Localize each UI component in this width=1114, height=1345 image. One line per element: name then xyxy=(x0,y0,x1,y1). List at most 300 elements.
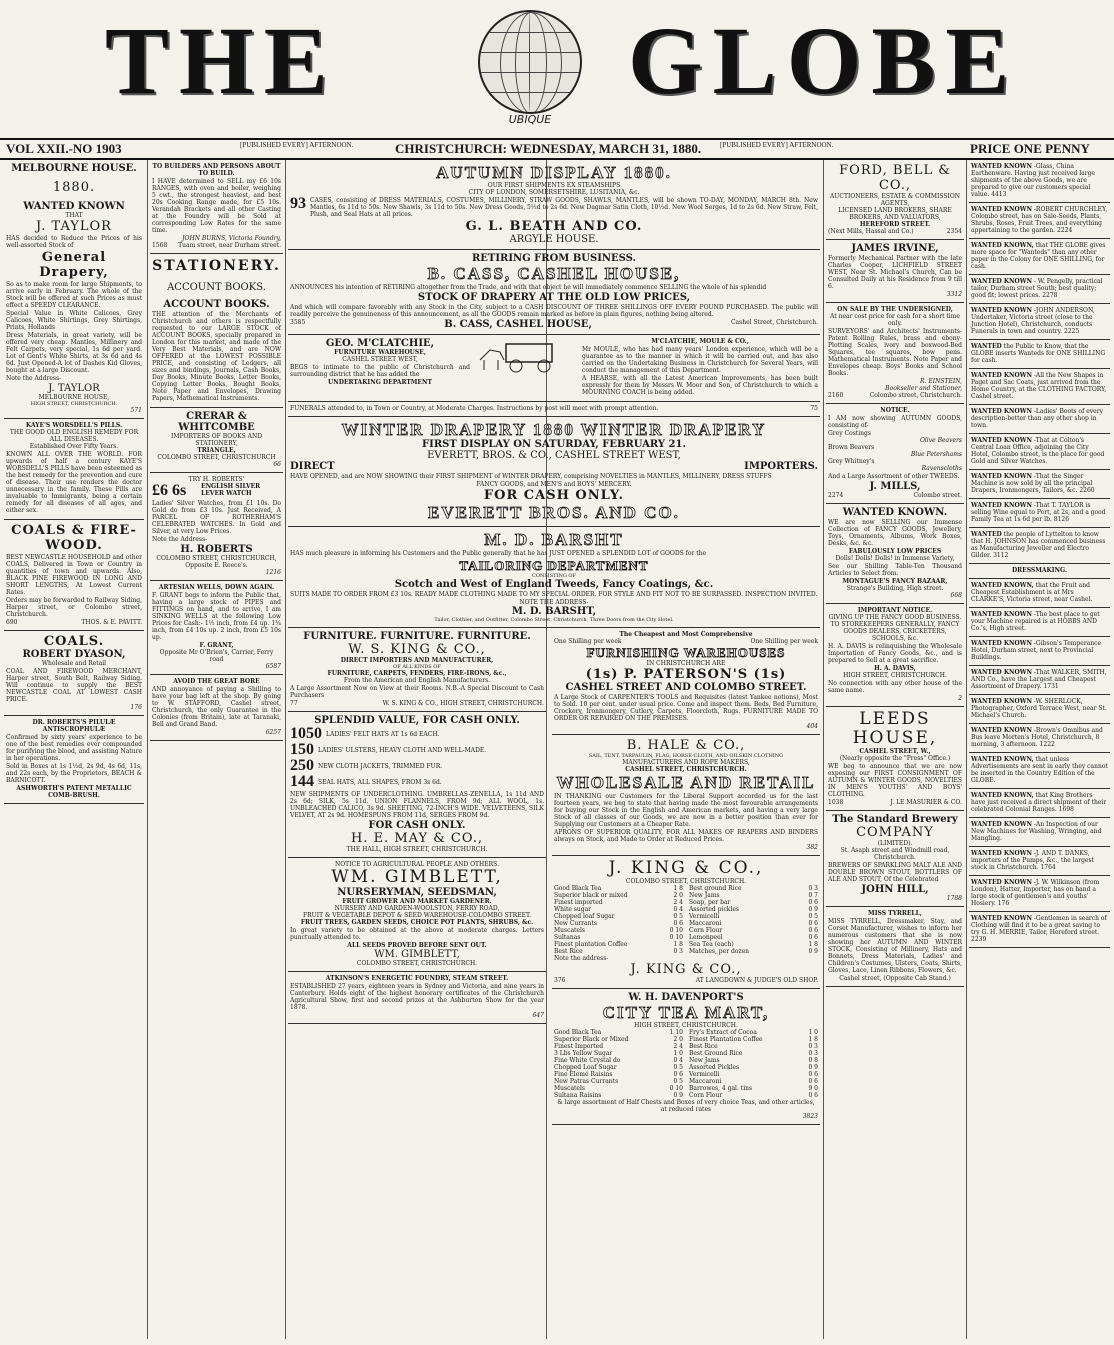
wanted-body: -That the Singer Machine is now sold by all the principal Drapers, Ironmongers, Tailors, &c. xyxy=(971,473,1093,494)
price-row xyxy=(689,899,818,906)
ad-title: ENGLISH SILVER LEVER WATCH xyxy=(201,483,261,497)
may-item-text: LADIES' ULSTERS, HEAVY CLOTH AND WELL-MADE. xyxy=(318,746,487,754)
price-row xyxy=(554,1043,683,1050)
ad-title: MISS TYRRELL, xyxy=(868,910,922,917)
ad-body: KNOWN ALL OVER THE WORLD. FOR upwards of half a century KAYE'S WORSDELL'S PILLS have been esteemed as the best remedy for the prevention and cure of disease. Their use renders the doctor unnecessary in the family. These Pills are invaluable to Immigrants, being a certain remedy for all diseases of all ages, and either sex. xyxy=(6,451,142,514)
ad-title: ON SALE BY THE UNDERSIGNED, xyxy=(837,306,953,313)
ad-footer2: AT LANGDOWN & JUDGE'S OLD SHOP. xyxy=(695,977,818,984)
city-date: CHRISTCHURCH: WEDNESDAY, MARCH 31, 1880. xyxy=(395,141,702,156)
ad-title: AUTUMN DISPLAY 1880. xyxy=(436,163,672,182)
price: 9 0 xyxy=(808,1085,818,1092)
price: 0 4 xyxy=(673,906,683,913)
ad-price: £6 6s xyxy=(152,482,187,499)
price-row xyxy=(554,920,683,927)
ad-proved: ALL SEEDS PROVED BEFORE SENT OUT. xyxy=(347,942,487,949)
price: 1 0 xyxy=(673,1050,683,1057)
ad-house: ARGYLE HOUSE. xyxy=(509,234,599,245)
price: 0 6 xyxy=(808,934,818,941)
price: 1 0 xyxy=(808,1029,818,1036)
ad-address: COLOMBO STREET, CHRISTCHURCH, Opposite E. Reece's. xyxy=(156,555,277,569)
published-note-right: [PUBLISHED EVERY] AFTERNOON. xyxy=(720,141,834,149)
item: Maccaroni xyxy=(689,1078,722,1085)
ad-head: FURNITURE. FURNITURE. FURNITURE. xyxy=(303,631,531,642)
price-row xyxy=(554,1071,683,1078)
wanted-ad xyxy=(969,499,1110,528)
ad-address: CASHEL STREET AND COLOMBO STREET. xyxy=(565,682,807,693)
item: Finest plantation Coffee xyxy=(554,941,628,948)
mills-item: Grey Whitney's xyxy=(828,458,875,465)
ad-body: WE are now SELLING our Immense Collection of FANCY GOODS, Jewellery, Toys, Ornaments, Albums, Work Boxes, Desks, &c. &c. xyxy=(828,519,962,547)
wanted-ad xyxy=(969,304,1110,340)
ad-address: HIGH STREET, CHRISTCHURCH. xyxy=(634,1022,738,1029)
ad-title: M. D. BARSHT xyxy=(484,530,624,549)
wanted-body: that unless Advertisements are sent in early they cannot be inserted in the Country Edition of the GLOBE. xyxy=(971,756,1108,784)
ad-line1: DIRECT IMPORTERS AND MANUFACTURER, xyxy=(340,657,494,664)
wanted-ref: 1764 xyxy=(1040,864,1056,871)
item: Superior Black or Mixed xyxy=(554,1036,629,1043)
ad-sub: SAIL, TENT, TARPAULIN, FLAG, HORSE-CLOTH, AND OILSKIN CLOTHING xyxy=(588,753,784,759)
price-row xyxy=(554,1029,683,1036)
ad-address: Cashel Street, Christchurch. xyxy=(730,319,818,326)
ad-garden: NURSERY AND GARDEN-WOOLSTON, FERRY ROAD, xyxy=(334,905,500,912)
ad-title: ATKINSON'S ENERGETIC FOUNDRY, STEAM STREET. xyxy=(325,975,509,982)
wanted-body: -Gentlemen in search of Clothing will find it to be a great saving to try G. H. MERRIE, Tailor, Hereford street. xyxy=(971,915,1107,936)
ad-street: HIGH STREET, CHRISTCHURCH. xyxy=(30,401,118,407)
ad-title: LEEDS HOUSE, xyxy=(852,709,938,748)
wanted-title: WANTED KNOWN xyxy=(971,669,1032,676)
item: Good Black Tea xyxy=(554,1029,602,1036)
ad-title: J. KING & CO., xyxy=(608,858,764,878)
price-list-left xyxy=(554,1029,683,1099)
wanted-ad xyxy=(969,753,1110,789)
wanted-ad xyxy=(969,876,1110,912)
ad-name: B. CASS, CASHEL HOUSE, xyxy=(427,264,681,283)
price-row xyxy=(554,885,683,892)
ad-more: And a Large Assortment of other TWEEDS. xyxy=(828,473,960,480)
ad-suits: SUITS MADE TO ORDER FROM £3 10s. READY MADE CLOTHING MADE TO MY SPECIAL ORDER. FOR STYLE AND FIT NOT TO BE SURPASSED. INSPECTION INVITED. xyxy=(290,591,818,598)
price-row xyxy=(554,906,683,913)
item: Assorted pickles xyxy=(689,906,739,913)
ad-ref: 571 xyxy=(130,407,142,414)
price-list-left xyxy=(554,885,683,955)
price-row xyxy=(554,1085,683,1092)
ad-body: BREWERS OF SPARKLING MALT ALE AND DOUBLE BROWN STOUT, BOTTLERS OF ALE AND STOUT, Of the Celebrated xyxy=(828,862,962,883)
item: Superior black or mixed xyxy=(554,892,628,899)
wanted-body: -J. W. Wilkinson (from London), Hatter, Importer, has on hand a large stock of gentlemen's and youths' Hosiery. xyxy=(971,879,1100,907)
ad-address: Strange's Building, High street. xyxy=(846,585,944,592)
price: 0 6 xyxy=(673,1071,683,1078)
ad-body: Formerly Mechanical Partner with the late Charles Cooper, LICHFIELD STREET WEST, Near St. Michael's Church, Can be Consulted Daily at his Residence from 9 till 6. xyxy=(828,255,962,290)
wanted-body: -That at Colton's Central Loan Office, adjoining the City Hotel, Colombo street, is the place for good Gold and Silver Watches. xyxy=(971,437,1105,465)
ad-near: (Next Mills, Hassal and Co.) xyxy=(828,228,914,235)
wanted-body: -ROBERT CHURCHLEY, Colombo street, has on Sale-Seeds, Plants, Shrubs, Roses, Fruit Trees, and everything appertaining to the garden. xyxy=(971,206,1108,234)
wanted-title: WANTED KNOWN xyxy=(971,850,1032,857)
ad-note: Note the Address- xyxy=(152,536,208,543)
ad-montague-fancy xyxy=(826,504,964,604)
ad-desc: Wholesale and Retail xyxy=(41,660,107,667)
ad-footnote: FUNERALS attended to, in Town or Country, at Moderate Charges. Instructions by post will meet with prompt attention. xyxy=(290,405,659,412)
ad-notice: NOTICE TO AGRICULTURAL PEOPLE AND OTHERS. xyxy=(334,861,499,868)
wanted-ad xyxy=(969,579,1110,608)
ad-great-bore xyxy=(150,675,283,741)
wanted-title: WANTED KNOWN xyxy=(971,879,1032,886)
price-row xyxy=(689,1029,818,1036)
ad-signature: F. GRANT, xyxy=(199,642,234,649)
ad-lead: ANNOUNCES his intention of RETIRING altogether from the Trade, and with that object he will immediately commence SELLING the whole of his splendid xyxy=(290,284,767,291)
wanted-ref: 8126 xyxy=(1053,516,1070,523)
wanted-ad xyxy=(969,470,1110,499)
wanted-title: WANTED KNOWN, xyxy=(971,242,1034,249)
may-item-text: SEAL HATS, ALL SHAPES, FROM 3s 6d. xyxy=(318,778,442,786)
ad-ref: 382 xyxy=(806,844,818,851)
ad-goods: Scotch and West of England Tweeds, Fancy Coatings, &c. xyxy=(394,579,714,590)
ad-signature: J. MILLS, xyxy=(869,481,921,492)
may-item-3 xyxy=(290,774,544,790)
item: Matches, per dozen xyxy=(689,948,749,955)
ad-body: BEST NEWCASTLE HOUSEHOLD and other COALS, Delivered in Town or Country in quantities of town and upwards. Also, BLACK PINE FIREWOOD IN LONG AND SHORT LENGTHS, At Lowest Current Rates. xyxy=(6,554,142,596)
mills-item: Grey Costings xyxy=(828,430,871,437)
may-item-text: NEW CLOTH JACKETS, TRIMMED FUR. xyxy=(318,762,443,770)
price: 2 4 xyxy=(673,899,683,906)
wanted-ref: 1731 xyxy=(1043,683,1059,690)
ad-ref: 3585 xyxy=(290,319,306,326)
ad-sub2: LICENSED LAND BROKERS, SHARE BROKERS, AND VALUATORS, xyxy=(838,207,952,221)
ad-note: No connection with any other house of the same name. xyxy=(828,680,962,694)
hearse-icon xyxy=(476,338,576,374)
ad-desc: Bookseller and Stationer, xyxy=(885,385,962,392)
ad-est: Established Over Fifty Years. xyxy=(29,443,119,450)
ad-stock: STOCK OF DRAPERY AT THE OLD LOW PRICES, xyxy=(417,292,691,303)
ad-sub: GIVING UP THE FANCY GOOD BUSINESS. xyxy=(828,614,962,621)
price: 0 6 xyxy=(808,927,818,934)
ad-artesian-wells xyxy=(150,581,283,675)
ad-sub: AUCTIONEERS, ESTATE & COMMISSION AGENTS, xyxy=(829,193,961,207)
ad-name: W. S. KING & CO., xyxy=(348,642,486,657)
price: 0 5 xyxy=(673,913,683,920)
item: Vermicelli xyxy=(689,1071,720,1078)
price-row xyxy=(554,1064,683,1071)
wanted-body: -That T. TAYLOR is selling Wine equal to Port, at 2s, and a good Family Tea at 1s 6d per lb. xyxy=(971,502,1106,523)
item: Sea Tea (each) xyxy=(689,941,734,948)
ad-body: Confirmed by sixty years' experience to be one of the best remedies ever compounded for purifying the blood, and assisting Nature in her operations. xyxy=(6,734,143,762)
wanted-ref: 2278 xyxy=(1042,292,1058,299)
ad-ref: 1568 xyxy=(152,242,168,249)
item: Lemonpeel xyxy=(689,934,723,941)
ad-address: Tailor, Clothier, and Outfitter, Colombo Street, Christchurch, Three Doors from the City Hotel. xyxy=(434,617,674,623)
wanted-body: -That WALKER, SMITH, AND Co., have the Largest and Cheapest Assortment of Drapery. xyxy=(971,669,1107,690)
ad-title: TO BUILDERS AND PERSONS ABOUT TO BUILD. xyxy=(152,163,281,177)
ad-address: W. S. KING & CO., HIGH STREET, CHRISTCHURCH. xyxy=(382,700,544,707)
ad-body: CASES, consisting of DRESS MATERIALS, COSTUMES, MILLINERY, STRAW GOODS, SHAWLS, MANTLES, will be shown TO-DAY, MONDAY, MARCH 8th. New Mantles, 6s 11d to 50s. New Shawls, 3s 11d to 50s. New Dress Goods, 5½d to 2s 6d. New Dagmar Satin Cloth, 10½d. New Wool Serges, 1d to 2s 6d. New Straw, Felt, Plush, and Seal Hats at all prices. xyxy=(310,197,818,218)
ad-ref: 2160 xyxy=(828,392,844,399)
price-row xyxy=(554,892,683,899)
column-rule xyxy=(285,160,286,1339)
may-item-0 xyxy=(290,726,544,742)
ad-body: MISS TYRRELL, Dressmaker, Stay, and Corset Manufacturer, wishes to inform her numerous customers that she is now showing her AUTUMN AND WINTER STOCK, Consisting of Millinery, Hats and Bonnets, Dress Materials, Ladies' and Children's Costumes, Ulsters, Coats, Shirts, Gloves, Lace, Linen Ribbons, Flowers, &c. xyxy=(828,918,962,974)
masthead-word-right: GLOBE xyxy=(628,7,1020,114)
ad-title: B. HALE & CO., xyxy=(626,738,746,753)
price: 0 8 xyxy=(808,1057,818,1064)
ad-title: JAMES IRVINE, xyxy=(851,243,939,254)
column-5 xyxy=(826,160,964,1341)
price-row xyxy=(689,948,818,955)
ad-lim: (LIMITED). xyxy=(877,840,913,847)
ad-footer: & large assortment of Half Chests and Boxes of very choice Teas, and other articles, at reduced rates xyxy=(557,1099,815,1113)
wanted-ad xyxy=(969,608,1110,637)
wanted-ad xyxy=(969,789,1110,818)
wanted-body: -All the New Shapes in Paget and Sac Coats, just arrived from the Home Country, at the CLOTHING FACTORY, Cashel street. xyxy=(971,372,1107,400)
ad-left: One Shilling per week xyxy=(554,638,622,645)
ad-coals-dyason xyxy=(4,631,144,716)
price-row xyxy=(689,941,818,948)
ad-miss-tyrrell xyxy=(826,907,964,987)
ad-ref: 1038 xyxy=(828,799,844,806)
wanted-title: WANTED KNOWN xyxy=(971,473,1032,480)
masthead xyxy=(0,0,1114,138)
ad-ships: CITY OF LONDON, SOMERSETSHIRE, LUSITANIA, &c. xyxy=(468,189,640,196)
wanted-ref: 1698 xyxy=(1058,806,1074,813)
ad-sub: ACCOUNT BOOKS. xyxy=(167,282,266,293)
center-left-subcolumn xyxy=(288,628,546,1125)
ad-ref: 6587 xyxy=(265,663,281,670)
ad-cass-retiring xyxy=(288,250,820,335)
wanted-ad xyxy=(969,160,1110,203)
mills-item: Blue Petershams xyxy=(910,451,962,458)
item: Corn Flour xyxy=(689,1092,723,1099)
ad-ref: 75 xyxy=(810,405,818,412)
ad-title: WANTED KNOWN. xyxy=(842,507,948,518)
ad-footer: B. CASS, CASHEL HOUSE, xyxy=(444,319,592,330)
ad-gimblett xyxy=(288,858,546,972)
wanted-title: WANTED KNOWN xyxy=(971,307,1032,314)
ad-paterson-furnishing xyxy=(552,628,820,735)
price-row xyxy=(689,1085,818,1092)
ad-sub: ACCOUNT BOOKS. xyxy=(163,299,270,310)
price: 0 7 xyxy=(808,892,818,899)
ad-signature: JOHN BURNS, Victoria Foundry, xyxy=(182,235,281,242)
wanted-body: - W. Pengelly, practical tailor, Durham street South; best quality; good fit; lowest prices. xyxy=(971,278,1103,299)
price: 1 10 xyxy=(669,1029,683,1036)
item: Sultanas xyxy=(554,934,581,941)
ad-more: Dress Materials, in great variety, will be offered very cheap. Mantles, Millinery and Felt Carpets, very special, 1s 6d per yard. Lot of Gent's White Shirts, at 3s 6d and 4s 6d. Just Opened-A lot of Dashes Kid Gloves, bought at a large Discount. xyxy=(6,332,142,374)
item: Vermicelli xyxy=(689,913,720,920)
price: 1 8 xyxy=(808,1036,818,1043)
price: 0 3 xyxy=(808,1050,818,1057)
mills-item: Brown Beavers xyxy=(828,444,875,451)
wanted-body: that King Brothers have just received a direct shipment of their celebrated Colonial Ranges. xyxy=(971,792,1107,813)
ad-more: NEW SHIPMENTS OF UNDERCLOTHING. UMBRELLAS-ZENELLA, 1s 11d AND 2s 6d; SILK, 5s 11d. UNION FLANNELS, FROM 9d; ALL WOOL, 1s. UNBLEACHED CALICO, 3s 9d. SHEETING, 72-INCH'S WIDE. VELVETEENS, SILK VELVET, AT 2s 9d. HOMESPUNS FROM 11d, SERGES FROM 9d. xyxy=(290,791,544,819)
wanted-title: WANTED KNOWN xyxy=(971,502,1032,509)
may-item-count: 1050 xyxy=(290,725,322,742)
ad-signature: M. D. BARSHT, xyxy=(511,606,597,617)
ad-dolls: Dolls! Dolls! Dolls! in Immense Variety, xyxy=(835,555,955,562)
ad-sub: IMPORTERS OF BOOKS AND STATIONERY, xyxy=(170,433,263,447)
ad-sub: THE GOOD OLD ENGLISH REMEDY FOR ALL DISEASES. xyxy=(9,429,139,443)
ad-trade2: FRUIT GROWER AND MARKET GARDENER. xyxy=(342,898,492,905)
item: Best Rice xyxy=(689,1043,718,1050)
ad-ref: 2354 xyxy=(946,228,962,235)
item: Barrowes, 4 gal. tins xyxy=(689,1085,753,1092)
item: New Jams xyxy=(689,1057,720,1064)
ad-line3: FURNITURE, CARPETS, FENDERS, FIRE-IRONS, &c., xyxy=(327,670,507,677)
item: Muscatels xyxy=(554,927,585,934)
ad-address: Colombo street. xyxy=(913,492,962,499)
price: 0 6 xyxy=(808,1071,818,1078)
ad-cases-count: 93 xyxy=(290,195,306,212)
wanted-ad xyxy=(969,275,1110,304)
ad-body: So as to make room for large Shipments, to arrive early in February. The whole of the Stock will be offered at such Prices as must effect a SPEEDY CLEARANCE. xyxy=(6,281,142,309)
ad-mclatchie xyxy=(288,335,820,402)
globe-icon xyxy=(478,10,582,114)
wanted-body: that the Fruit and Cheapest Establishment is at Mrs CLARKE'S, Victoria street, near Cashel. xyxy=(971,582,1093,603)
wanted-title: WANTED xyxy=(971,343,1002,350)
price-row xyxy=(554,1050,683,1057)
price: 0 6 xyxy=(808,1092,818,1099)
wanted-title: WANTED KNOWN xyxy=(971,698,1032,705)
price: 0 5 xyxy=(673,1064,683,1071)
wanted-body: -The best place to get your Machine repaired is at HOBBS AND Co.'s, High street. xyxy=(971,611,1100,632)
wanted-ad xyxy=(969,818,1110,847)
price: 0 3 xyxy=(808,1043,818,1050)
ad-address: COLOMBO STREET, CHRISTCHURCH. xyxy=(625,878,747,885)
wanted-ref: 2239 xyxy=(971,936,987,943)
published-note: [PUBLISHED EVERY] AFTERNOON. xyxy=(240,141,354,149)
may-item-2 xyxy=(290,758,544,774)
price: 0 6 xyxy=(808,899,818,906)
ad-may-splendid-value xyxy=(288,712,546,858)
ad-name: H. ROBERTS xyxy=(180,544,253,555)
item: Chopped Loaf Sugar xyxy=(554,1064,617,1071)
ad-address: COLOMBO STREET, CHRISTCHURCH. xyxy=(356,960,478,967)
ad-signature: R. EINSTEIN, xyxy=(920,378,962,385)
ad-title: The Standard Brewery xyxy=(832,814,958,825)
ad-kayes-pills xyxy=(4,419,144,520)
item: Finest imported xyxy=(554,899,603,906)
ad-address: HIGH STREET, CHRISTCHURCH. xyxy=(843,672,947,679)
item: Fry's Extract of Cocoa xyxy=(689,1029,757,1036)
ad-body: H. A. DAVIS is relinquishing the Wholesale Importation of Fancy Goods, &c., and is prepared to Sell at a great sacrifice. xyxy=(828,643,962,664)
wanted-ad xyxy=(969,912,1110,948)
ad-body: HAVE OPENED, and are NOW SHOWING their FIRST SHIPMENT of WINTER DRAPERY, comprising NOVELTIES in MANTLES, MILLINERY, DRESS STUFFS xyxy=(290,473,772,480)
price-row xyxy=(689,1064,818,1071)
ad-title: KAYE'S WORSDELL'S PILLS. xyxy=(25,422,123,429)
ad-atkinson-foundry xyxy=(288,972,546,1024)
wanted-section-heading: DRESSMAKING. xyxy=(969,564,1110,579)
wanted-ref: 4413 xyxy=(991,191,1007,198)
ad-body: WE beg to announce that we are now exposing our FIRST CONSIGNMENT OF AUTUMN & WINTER GOODS, NOVELTIES IN MEN'S YOUTHS' AND BOYS' CLOTHING. xyxy=(828,763,962,798)
item: Soap, per bar xyxy=(689,899,731,906)
may-item-text: LADIES' FELT HATS AT 1s 6d EACH. xyxy=(326,730,440,738)
ad-title: WINTER DRAPERY 1880 WINTER DRAPERY xyxy=(341,420,767,439)
wanted-ad xyxy=(969,666,1110,695)
price: 0 9 xyxy=(808,948,818,955)
price: 1 8 xyxy=(673,885,683,892)
wanted-title: WANTED KNOWN xyxy=(971,206,1032,213)
column-2 xyxy=(150,160,283,1341)
item: Best Rice xyxy=(554,948,583,955)
ad-title: SPLENDID VALUE, FOR CASH ONLY. xyxy=(314,715,520,726)
item: Best Ground Rice xyxy=(689,1050,743,1057)
price: 0 10 xyxy=(669,927,683,934)
ad-body: A Large Stock of CARPENTER'S TOOLS and Requisites (latest Yankee notions), Most to Sold. 10 per cent. under usual price. Come and inspect them. Beds, Bed Furniture, Crockery, Ironmongery, Cutlery, Carpets, Floorcloth, Rugs. FURNITURE MADE TO ORDER OR REPAIRED ON THE PREMISES. xyxy=(554,694,818,722)
wanted-ref: 1222 xyxy=(1039,741,1055,748)
ad-ref: 3823 xyxy=(802,1113,818,1120)
wanted-ref: 2225 xyxy=(1064,328,1080,335)
ad-ref: 1788 xyxy=(946,895,962,902)
may-item-1 xyxy=(290,742,544,758)
column-6-wanteds xyxy=(969,160,1110,1341)
wanted-ad xyxy=(969,369,1110,405)
ad-sold: Sold in Boxes at 1s 1½d, 2s 9d, 4s 6d, 11s, and 22s each, by the Proprietors, BEACH & BARNICOTT. xyxy=(6,763,142,784)
wanted-ad xyxy=(969,405,1110,434)
ad-body: F. GRANT begs to inform the Public that, having a large stock of PIPES and FITTINGS on hand, and to arrive, I am SINKING WELLS at the following Low Prices for Cash:- 1½ inch, from £4 up. 1¾ inch, from £4 10s up. 2 inch, from £5 10s up. xyxy=(152,592,281,641)
item: Finest Plantation Coffee xyxy=(689,1036,763,1043)
ad-title: IMPORTANT NOTICE. xyxy=(857,607,933,614)
column-1 xyxy=(4,160,144,1341)
ad-body: IN THANKING our Customers for the Liberal Support accorded us for the last fourteen years, we beg to state that having made the most favourable arrangements for buying our Stock in the English and American markets, and having a very large Stock of all classes of our Goods, we are now in a better position than ever for Supplying our Customers at a Cheaper Rate. xyxy=(554,793,818,828)
item: White sugar xyxy=(554,906,592,913)
ad-name: MONTAGUE'S FANCY BAZAAR, xyxy=(842,578,948,585)
ad-title: GEO. M'CLATCHIE, xyxy=(325,338,435,349)
ad-consist: CONSISTING OF xyxy=(532,573,576,579)
may-item-count: 144 xyxy=(290,773,314,790)
ad-ref: 2 xyxy=(958,695,962,702)
wanted-ad xyxy=(969,203,1110,239)
ad-melbourne-house xyxy=(4,160,144,419)
wanted-body: -W. SHERLOCK, Photographer, Oxford Terrace West, near St. Michael's Church. xyxy=(971,698,1107,719)
wanted-body: -Ladies' Boots of every description-better than any other shop in town. xyxy=(971,408,1103,429)
masthead-word-left: THE xyxy=(105,7,338,114)
ad-signature: WM. GIMBLETT, xyxy=(374,949,460,960)
price-row xyxy=(554,948,683,955)
ad-autumn-display xyxy=(288,160,820,250)
ad-line4: From the American and English Manufacturers. xyxy=(343,677,491,684)
ad-address: CASHEL STREET, CHRISTCHURCH. xyxy=(625,766,747,773)
column-rule xyxy=(966,160,967,1339)
price: 0 5 xyxy=(673,1078,683,1085)
ad-ref: 176 xyxy=(130,704,142,711)
ad-stationery xyxy=(150,254,283,408)
wanted-title: WANTED KNOWN xyxy=(971,408,1032,415)
ad-ref: 690 xyxy=(6,619,18,626)
price-row xyxy=(689,1036,818,1043)
price-row xyxy=(554,899,683,906)
ad-title: MELBOURNE HOUSE. xyxy=(11,163,137,174)
price-row xyxy=(689,927,818,934)
ad-builders xyxy=(150,160,283,254)
price-row xyxy=(554,913,683,920)
wanted-title: WANTED KNOWN xyxy=(971,437,1032,444)
ad-body: THE attention of the Merchants of Christchurch and others is respectfully requested to our LARGE STOCK of ACCOUNT BOOKS, specially prepared in London for this market, and made of the Very Best Materials, and are NOW OFFERED at the LOWEST POSSIBLE PRICE, and consisting of Ledgers, all sizes and bindings, Journals, Cash Books, Day Books, Minute Books, Letter Books, Copying Letter Books, Bought Books, Note Paper and Envelopes, Drawing Papers, Mathematical Instruments. xyxy=(152,311,281,402)
ad-title: COALS & FIRE-WOOD. xyxy=(11,523,137,553)
ad-ref: 668 xyxy=(950,592,962,599)
ad-body: SURVEYORS' and Architects' Instruments-Patent Rolling Rules, brass and ebony-Plotting Scales, ivory and boxwood-Bed Squares, tee squares, bow pens. Mathematical Instruments. Note Paper and Envelopes cheap. Boys' Books and School Books. xyxy=(828,328,962,377)
wanted-ref: 176 xyxy=(997,900,1010,907)
ad-title: FURNISHING WAREHOUSES xyxy=(586,645,786,660)
ad-body: In great variety to be obtained at the above at moderate charges. Letters punctually attended to. xyxy=(290,927,544,941)
mills-item: Ravenscloths xyxy=(921,465,962,472)
price-row xyxy=(554,934,683,941)
ad-lead: HAS decided to Reduce the Prices of his well-assorted Stock of xyxy=(6,235,142,249)
ad-leeds-house xyxy=(826,707,964,811)
ad-title: ARTESIAN WELLS, DOWN AGAIN. xyxy=(158,584,275,591)
wanted-title: WANTED KNOWN xyxy=(971,821,1032,828)
ad-ref: 3312 xyxy=(946,291,962,298)
wanted-body: -An Inspection of our New Machines for Washing, Wringing, and Mangling. xyxy=(971,821,1102,842)
ad-body: HAS much pleasure in informing his Customers and the Public generally that he has JUST OPENED a SPLENDID LOT of GOODS for the xyxy=(290,550,707,557)
ad-note: NOTE THE ADDRESS- xyxy=(519,599,589,606)
price-row xyxy=(689,1057,818,1064)
